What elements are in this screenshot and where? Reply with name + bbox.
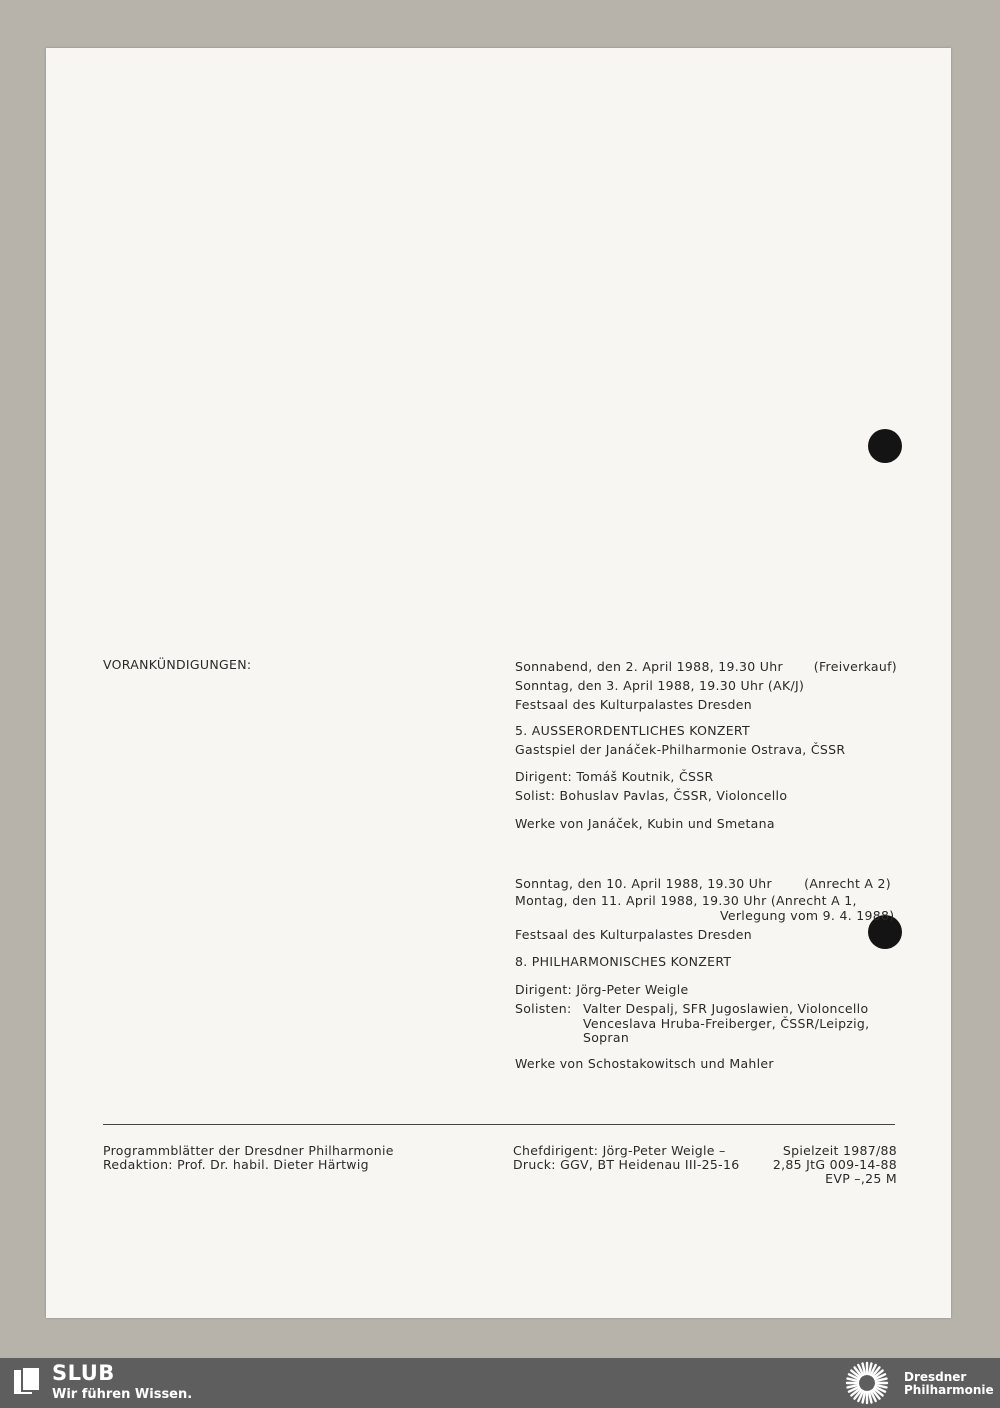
concert2-soloist1: Valter Despalj, SFR Jugoslawien, Violoncello <box>583 1001 869 1016</box>
partner-name-line1: Dresdner <box>904 1370 967 1384</box>
footer-left-line2: Redaktion: Prof. Dr. habil. Dieter Härtwig <box>103 1157 369 1172</box>
concert2-soloist2: Venceslava Hruba-Freiberger, ČSSR/Leipzig, <box>583 1016 870 1031</box>
concert1-date1-note: (Freiverkauf) <box>813 659 897 674</box>
footer-right-line1 <box>513 1143 897 1158</box>
footer-price: EVP –,25 M <box>825 1171 897 1186</box>
concert2-date1-note: (Anrecht A 2) <box>804 876 891 891</box>
footer-print: Druck: GGV, BT Heidenau III-25-16 <box>513 1157 740 1172</box>
footer-chief-conductor: Chefdirigent: Jörg-Peter Weigle – <box>513 1143 726 1158</box>
concert2-soloist2-continued: Sopran <box>583 1030 630 1045</box>
concert1-title: 5. AUSSERORDENTLICHES KONZERT <box>515 723 750 738</box>
concert2-date2: Montag, den 11. April 1988, 19.30 Uhr (Anrecht A 1, <box>515 893 857 908</box>
slub-tagline: Wir führen Wissen. <box>52 1387 193 1402</box>
partner-name-line2: Philharmonie <box>904 1383 994 1397</box>
slub-book-icon <box>12 1366 42 1396</box>
concert2-works: Werke von Schostakowitsch und Mahler <box>515 1056 774 1071</box>
library-footer-bar <box>0 1358 1000 1408</box>
partner-name <box>904 1371 994 1397</box>
concert1-date1 <box>515 659 897 674</box>
punch-hole-upper <box>868 429 902 463</box>
announcements-heading: VORANKÜNDIGUNGEN: <box>103 657 252 672</box>
dresdner-philharmonie-sunburst-icon <box>842 1361 892 1405</box>
concert1-venue: Festsaal des Kulturpalastes Dresden <box>515 697 752 712</box>
concert2-conductor: Dirigent: Jörg-Peter Weigle <box>515 982 689 997</box>
concert1-date1-text: Sonnabend, den 2. April 1988, 19.30 Uhr <box>515 659 783 674</box>
footer-divider <box>103 1124 895 1125</box>
concert1-date2: Sonntag, den 3. April 1988, 19.30 Uhr (AK/J) <box>515 678 805 693</box>
concert2-date1-text: Sonntag, den 10. April 1988, 19.30 Uhr <box>515 876 772 891</box>
document-page <box>46 48 951 1318</box>
footer-season: Spielzeit 1987/88 <box>782 1143 897 1158</box>
concert1-works: Werke von Janáček, Kubin und Smetana <box>515 816 775 831</box>
footer-print-number: 2,85 JtG 009-14-88 <box>772 1157 897 1172</box>
concert1-guest: Gastspiel der Janáček-Philharmonie Ostrava, ČSSR <box>515 742 846 757</box>
concert2-venue: Festsaal des Kulturpalastes Dresden <box>515 927 752 942</box>
concert1-conductor: Dirigent: Tomáš Koutnik, ČSSR <box>515 769 714 784</box>
concert2-date2-continued: Verlegung vom 9. 4. 1988) <box>720 908 895 923</box>
concert2-date1 <box>515 876 891 891</box>
footer-left-line1: Programmblätter der Dresdner Philharmonie <box>103 1143 394 1158</box>
footer-right-line2 <box>513 1157 897 1172</box>
slub-logo-text: SLUB <box>52 1361 115 1385</box>
concert2-title: 8. PHILHARMONISCHES KONZERT <box>515 954 732 969</box>
concert2-soloists-label: Solisten: <box>515 1001 572 1016</box>
concert1-soloist: Solist: Bohuslav Pavlas, ČSSR, Violoncello <box>515 788 788 803</box>
